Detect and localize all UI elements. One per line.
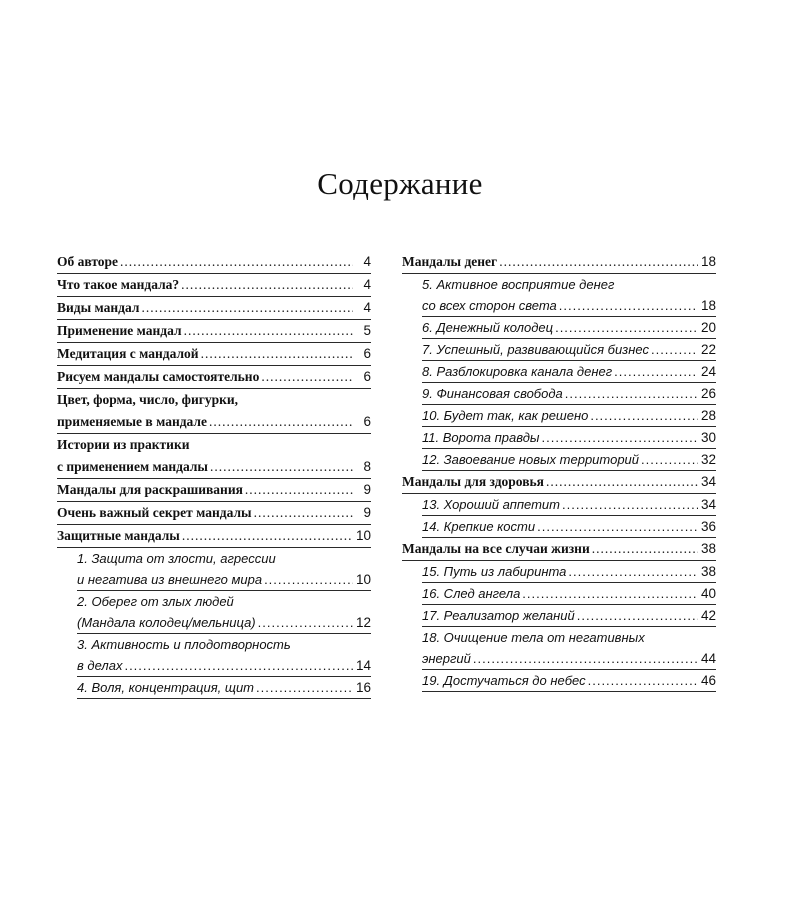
toc-subsection-entry[interactable]: [422, 405, 716, 427]
toc-entry-title: 9. Финансовая свобода: [422, 386, 563, 401]
toc-entry-title: 16. След ангела: [422, 586, 521, 601]
toc-page-number: 6: [363, 414, 371, 429]
toc-entry-title: 5. Активное восприятие денег: [422, 277, 615, 292]
dot-leader: [541, 427, 698, 448]
toc-page-number: 34: [700, 474, 716, 489]
toc-entry-title: Мандалы денег: [402, 254, 498, 269]
toc-entry-title: 2. Оберег от злых людей: [77, 594, 234, 609]
toc-subsection-entry[interactable]: [77, 634, 371, 677]
toc-entry-title: 15. Путь из лабиринта: [422, 564, 567, 579]
toc-page-number: 44: [700, 651, 716, 666]
toc-section-entry[interactable]: [402, 538, 716, 561]
toc-entry-title: 6. Денежный колодец: [422, 320, 554, 335]
dot-leader: [120, 251, 353, 273]
toc-entry-title: 8. Разблокировка канала денег: [422, 364, 613, 379]
toc-page-number: 46: [700, 673, 716, 688]
page-title: Содержание: [317, 166, 483, 201]
toc-section-entry[interactable]: [402, 471, 716, 494]
toc-page-number: 18: [700, 298, 716, 313]
toc-subsection-entry[interactable]: [422, 494, 716, 516]
toc-column-right: [402, 251, 716, 692]
toc-section-entry[interactable]: [57, 389, 371, 434]
toc-entry-title: 14. Крепкие кости: [422, 519, 536, 534]
toc-subsection-entry[interactable]: [422, 561, 716, 583]
toc-page-number: 12: [355, 615, 371, 630]
toc-section-entry[interactable]: [57, 251, 371, 274]
toc-subsection-entry[interactable]: [422, 583, 716, 605]
toc-entry-title: Мандалы на все случаи жизни: [402, 541, 590, 556]
toc-section-entry[interactable]: [57, 525, 371, 548]
toc-section-entry[interactable]: [57, 343, 371, 366]
toc-subsection-entry[interactable]: [422, 449, 716, 471]
toc-page-number: 38: [700, 564, 716, 579]
toc-entry-title: энергий: [422, 651, 471, 666]
toc-page-number: 38: [700, 541, 716, 556]
dot-leader: [555, 317, 698, 338]
dot-leader: [141, 297, 353, 319]
toc-page-number: 10: [355, 572, 371, 587]
toc-entry-title: Очень важный секрет мандалы: [57, 505, 252, 520]
dot-leader: [590, 405, 698, 426]
toc-entry-title: 12. Завоевание новых территорий: [422, 452, 640, 467]
toc-page-number: 10: [355, 528, 371, 543]
toc-subsection-entry[interactable]: [422, 516, 716, 538]
toc-section-entry[interactable]: [402, 251, 716, 274]
dot-leader: [562, 494, 698, 515]
dot-leader: [261, 366, 353, 388]
toc-page-number: 6: [363, 369, 371, 384]
toc-entry-title: 10. Будет так, как решено: [422, 408, 589, 423]
dot-leader: [254, 502, 353, 524]
dot-leader: [565, 383, 698, 404]
toc-page-number: 20: [700, 320, 716, 335]
toc-entry-title: Истории из практики: [57, 437, 190, 452]
toc-entry-title: (Мандала колодец/мельница): [77, 615, 256, 630]
toc-page-number: 18: [700, 254, 716, 269]
toc-entry-title: 7. Успешный, развивающийся бизнес: [422, 342, 649, 357]
toc-entry-title: Мандалы для здоровья: [402, 474, 544, 489]
toc-subsection-entry[interactable]: [77, 677, 371, 699]
toc-page-number: 36: [700, 519, 716, 534]
toc-page-number: 9: [363, 505, 371, 520]
toc-subsection-entry[interactable]: [422, 670, 716, 692]
dot-leader: [209, 411, 353, 433]
toc-entry-title: 18. Очищение тела от негативных: [422, 630, 645, 645]
toc-entry-title: Что такое мандала?: [57, 277, 180, 292]
toc-section-entry[interactable]: [57, 479, 371, 502]
toc-entry-title: 19. Достучаться до небес: [422, 673, 586, 688]
dot-leader: [651, 339, 698, 360]
toc-page-number: 8: [363, 459, 371, 474]
toc-entry-title: Применение мандал: [57, 323, 182, 338]
toc-subsection-entry[interactable]: [422, 383, 716, 405]
dot-leader: [182, 525, 353, 547]
dot-leader: [245, 479, 353, 501]
toc-subsection-entry[interactable]: [77, 548, 371, 591]
dot-leader: [641, 449, 698, 470]
toc-entry-title: Защитные мандалы: [57, 528, 180, 543]
dot-leader: [546, 471, 698, 493]
toc-entry-title: 13. Хороший аппетит: [422, 497, 560, 512]
toc-subsection-entry[interactable]: [422, 427, 716, 449]
dot-leader: [258, 612, 353, 633]
toc-page-number: 30: [700, 430, 716, 445]
toc-entry-title: и негатива из внешнего мира: [77, 572, 263, 587]
toc-entry-title: 17. Реализатор желаний: [422, 608, 575, 623]
toc-entry-title: Об авторе: [57, 254, 119, 269]
dot-leader: [256, 677, 353, 698]
toc-section-entry[interactable]: [57, 274, 371, 297]
toc-entry-title: 3. Активность и плодотворность: [77, 637, 291, 652]
toc-page-number: 28: [700, 408, 716, 423]
dot-leader: [124, 655, 353, 676]
dot-leader: [264, 569, 353, 590]
toc-page-number: 40: [700, 586, 716, 601]
toc-section-entry[interactable]: [57, 434, 371, 479]
toc-page-number: 34: [700, 497, 716, 512]
toc-page-number: 22: [700, 342, 716, 357]
dot-leader: [181, 274, 353, 296]
toc-entry-title: в делах: [77, 658, 123, 673]
dot-leader: [473, 648, 698, 669]
toc-entry-title: с применением мандалы: [57, 459, 208, 474]
toc-entry-title: Мандалы для раскрашивания: [57, 482, 243, 497]
toc-entry-title: Виды мандал: [57, 300, 140, 315]
toc-subsection-entry[interactable]: [422, 627, 716, 670]
toc-page-number: 5: [363, 323, 371, 338]
toc-page-number: 26: [700, 386, 716, 401]
dot-leader: [184, 320, 353, 342]
toc-subsection-entry[interactable]: [422, 605, 716, 627]
toc-page-number: 4: [363, 300, 371, 315]
dot-leader: [559, 295, 698, 316]
dot-leader: [568, 561, 698, 582]
toc-entry-title: 4. Воля, концентрация, щит: [77, 680, 255, 695]
dot-leader: [537, 516, 698, 537]
dot-leader: [588, 670, 698, 691]
toc-subsection-entry[interactable]: [422, 274, 716, 317]
toc-subsection-entry[interactable]: [422, 339, 716, 361]
toc-page-number: 6: [363, 346, 371, 361]
toc-page-number: 4: [363, 277, 371, 292]
toc-section-entry[interactable]: [57, 502, 371, 525]
toc-section-entry[interactable]: [57, 320, 371, 343]
dot-leader: [577, 605, 698, 626]
toc-entry-title: 11. Ворота правды: [422, 430, 540, 445]
toc-section-entry[interactable]: [57, 297, 371, 320]
toc-entry-title: применяемые в мандале: [57, 414, 207, 429]
toc-page-number: 4: [363, 254, 371, 269]
toc-page-number: 14: [355, 658, 371, 673]
toc-subsection-entry[interactable]: [422, 317, 716, 339]
dot-leader: [592, 538, 698, 560]
dot-leader: [499, 251, 698, 273]
toc-entry-title: 1. Защита от злости, агрессии: [77, 551, 276, 566]
toc-section-entry[interactable]: [57, 366, 371, 389]
toc-page-number: 24: [700, 364, 716, 379]
toc-page-number: 42: [700, 608, 716, 623]
toc-subsection-entry[interactable]: [422, 361, 716, 383]
toc-page-number: 9: [363, 482, 371, 497]
toc-page-number: 16: [355, 680, 371, 695]
toc-entry-title: со всех сторон света: [422, 298, 557, 313]
toc-entry-title: Медитация с мандалой: [57, 346, 199, 361]
dot-leader: [522, 583, 698, 604]
toc-subsection-entry[interactable]: [77, 591, 371, 634]
toc-page-number: 32: [700, 452, 716, 467]
toc-entry-title: Рисуем мандалы самостоятельно: [57, 369, 260, 384]
dot-leader: [614, 361, 698, 382]
toc-column-left: [57, 251, 371, 699]
toc-entry-title: Цвет, форма, число, фигурки,: [57, 392, 239, 407]
dot-leader: [201, 343, 353, 365]
dot-leader: [210, 456, 353, 478]
